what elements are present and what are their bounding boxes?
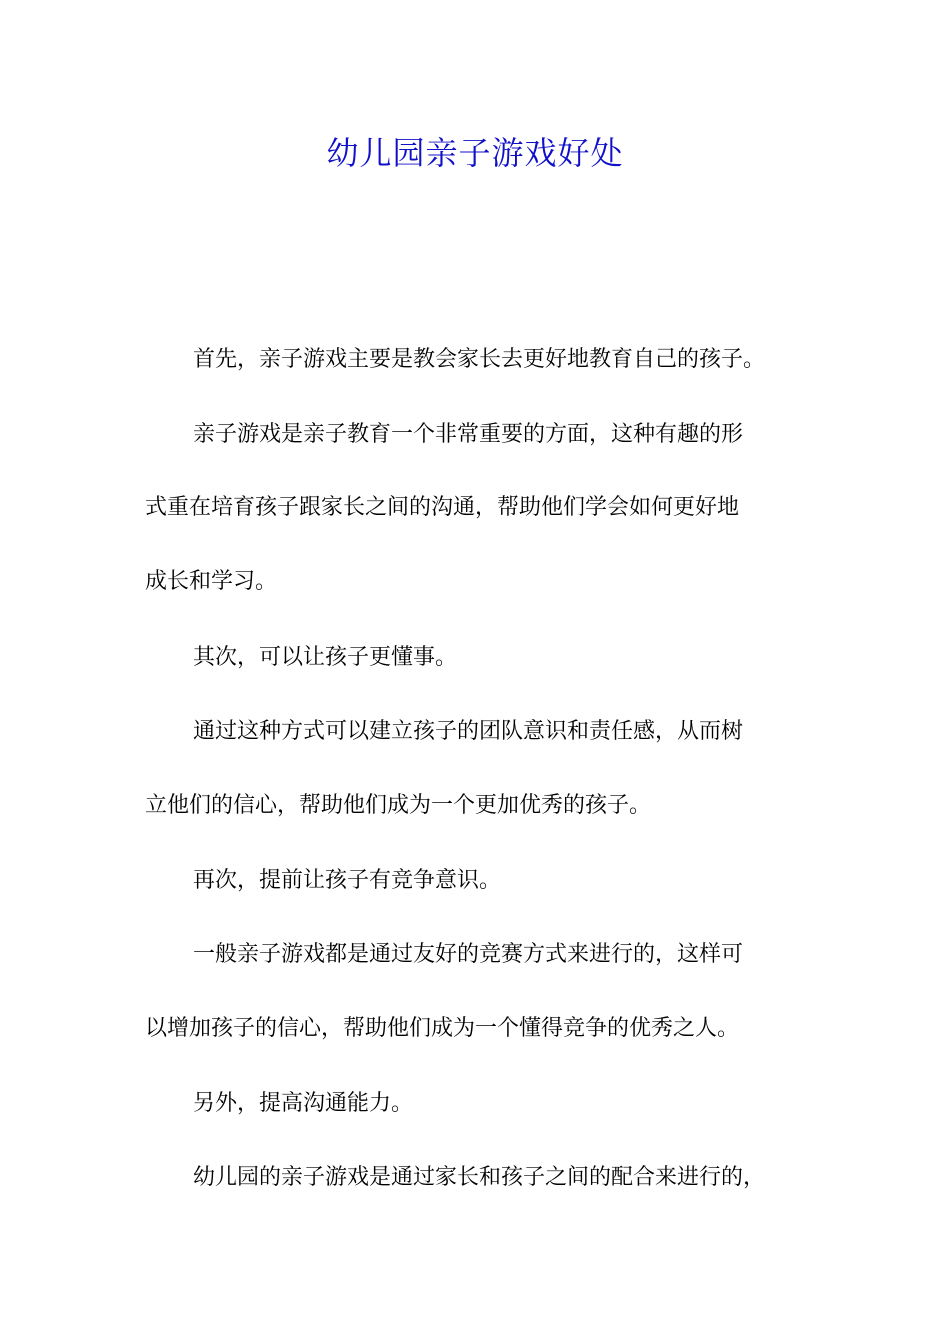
paragraph-line: 首先，亲子游戏主要是教会家长去更好地教育自己的孩子。 bbox=[193, 347, 766, 372]
paragraph-line: 一般亲子游戏都是通过友好的竞赛方式来进行的，这样可 bbox=[193, 942, 744, 967]
paragraph-line: 以增加孩子的信心，帮助他们成为一个懂得竞争的优秀之人。 bbox=[145, 1016, 740, 1041]
paragraph-line: 通过这种方式可以建立孩子的团队意识和责任感，从而树 bbox=[193, 719, 744, 744]
document-title: 幼儿园亲子游戏好处 bbox=[326, 134, 624, 172]
paragraph-line: 另外，提高沟通能力。 bbox=[193, 1091, 414, 1116]
paragraph-line: 式重在培育孩子跟家长之间的沟通，帮助他们学会如何更好地 bbox=[145, 495, 740, 520]
paragraph-line: 亲子游戏是亲子教育一个非常重要的方面，这种有趣的形 bbox=[193, 422, 744, 447]
paragraph-line: 立他们的信心，帮助他们成为一个更加优秀的孩子。 bbox=[145, 793, 652, 818]
paragraph-line: 幼儿园的亲子游戏是通过家长和孩子之间的配合来进行的， bbox=[193, 1165, 766, 1190]
paragraph-line: 再次，提前让孩子有竞争意识。 bbox=[193, 868, 502, 893]
paragraph-line: 其次，可以让孩子更懂事。 bbox=[193, 645, 458, 670]
paragraph-line: 成长和学习。 bbox=[145, 569, 278, 594]
